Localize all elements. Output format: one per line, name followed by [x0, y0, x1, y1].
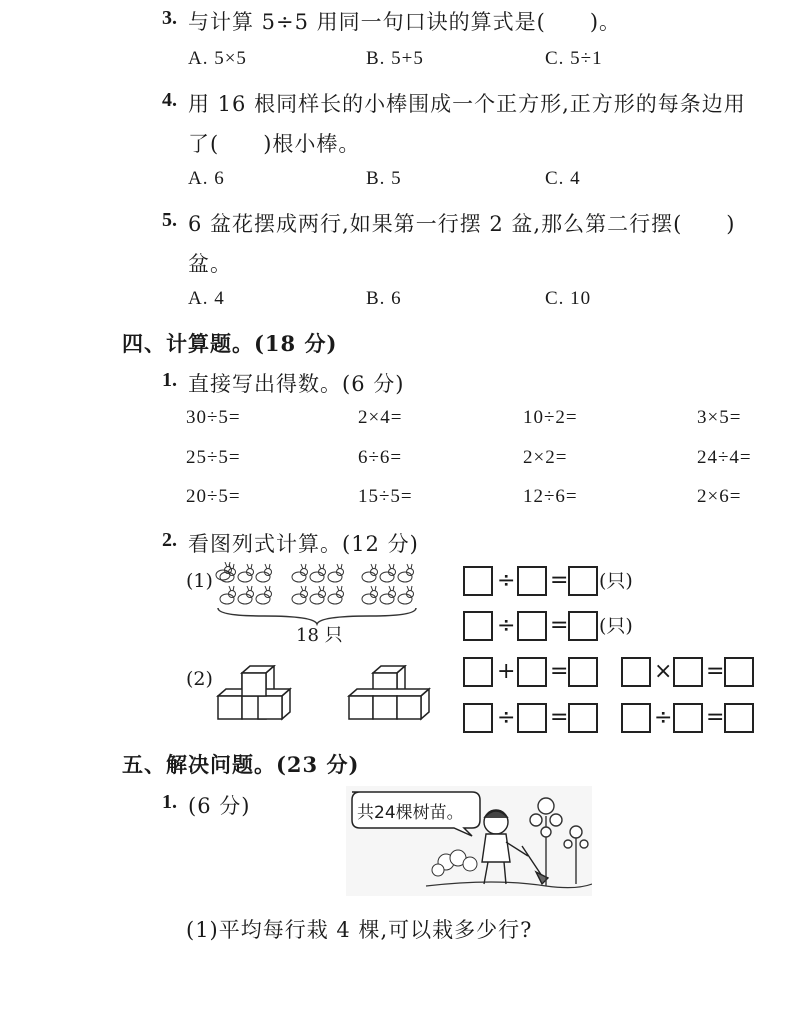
speech-bubble-text: 共24棵树苗。	[357, 803, 464, 823]
answer-box[interactable]	[517, 657, 547, 687]
q5-line1: 6 盆花摆成两行,如果第一行摆 2 盆,那么第二行摆( )	[188, 212, 736, 236]
part2-label: (2)	[186, 668, 213, 690]
unit-label: (只)	[599, 615, 633, 637]
calc-cell: 10÷2=	[523, 407, 578, 428]
section4-sub1-text: 直接写出得数。(6 分)	[188, 372, 405, 396]
cube-stack-right	[347, 665, 431, 725]
calc-cell: 3×5=	[697, 407, 742, 428]
q3-option-b[interactable]: B. 5+5	[366, 48, 424, 69]
times-sign: ×	[654, 659, 673, 684]
section4-sub2-text: 看图列式计算。(12 分)	[188, 532, 419, 556]
answer-box[interactable]	[673, 703, 703, 733]
equals-sign: =	[550, 705, 569, 730]
answer-box[interactable]	[517, 703, 547, 733]
calc-cell: 6÷6=	[358, 447, 403, 468]
q4-line2: 了( )根小棒。	[188, 132, 361, 156]
answer-box[interactable]	[568, 611, 598, 641]
answer-box[interactable]	[517, 611, 547, 641]
calc-cell: 2×2=	[523, 447, 568, 468]
calc-cell: 2×6=	[697, 486, 742, 507]
section5-title: 五、解决问题。(23 分)	[122, 752, 360, 777]
q3-text: 与计算 5÷5 用同一句口诀的算式是( )。	[188, 10, 622, 34]
q3-option-a[interactable]: A. 5×5	[188, 48, 247, 69]
section4-sub1-number: 1.	[162, 369, 177, 391]
section5-q1-text: (1)平均每行栽 4 棵,可以栽多少行?	[186, 918, 533, 942]
q4-line1: 用 16 根同样长的小棒围成一个正方形,正方形的每条边用	[188, 92, 746, 116]
answer-box[interactable]	[568, 657, 598, 687]
calc-cell: 12÷6=	[523, 486, 578, 507]
divide-sign: ÷	[497, 613, 516, 638]
q5-option-b[interactable]: B. 6	[366, 288, 402, 309]
answer-box[interactable]	[463, 566, 493, 596]
q5-number: 5.	[162, 209, 177, 231]
divide-sign: ÷	[497, 705, 516, 730]
unit-label: (只)	[599, 570, 633, 592]
q5-option-c[interactable]: C. 10	[545, 288, 592, 309]
answer-box[interactable]	[724, 657, 754, 687]
section5-sub1-text: (6 分)	[188, 794, 251, 818]
equals-sign: =	[706, 659, 725, 684]
divide-sign: ÷	[497, 568, 516, 593]
answer-box[interactable]	[724, 703, 754, 733]
equals-sign: =	[550, 659, 569, 684]
section4-title: 四、计算题。(18 分)	[122, 331, 338, 356]
calc-cell: 2×4=	[358, 407, 403, 428]
answer-box[interactable]	[463, 611, 493, 641]
plus-sign: +	[497, 659, 516, 684]
q4-option-b[interactable]: B. 5	[366, 168, 402, 189]
answer-box[interactable]	[568, 566, 598, 596]
calc-cell: 24÷4=	[697, 447, 752, 468]
equals-sign: =	[550, 613, 569, 638]
divide-sign: ÷	[654, 705, 673, 730]
answer-box[interactable]	[621, 703, 651, 733]
answer-box[interactable]	[673, 657, 703, 687]
calc-cell: 20÷5=	[186, 486, 241, 507]
section4-sub2-number: 2.	[162, 529, 177, 551]
equals-sign: =	[550, 568, 569, 593]
answer-box[interactable]	[517, 566, 547, 596]
answer-box[interactable]	[463, 703, 493, 733]
q4-option-a[interactable]: A. 6	[188, 168, 225, 189]
q5-option-a[interactable]: A. 4	[188, 288, 225, 309]
calc-cell: 30÷5=	[186, 407, 241, 428]
calc-cell: 15÷5=	[358, 486, 413, 507]
cube-stack-left	[216, 665, 296, 725]
answer-box[interactable]	[621, 657, 651, 687]
part1-label: (1)	[186, 570, 213, 592]
equals-sign: =	[706, 705, 725, 730]
q5-line2: 盆。	[188, 252, 232, 276]
answer-box[interactable]	[463, 657, 493, 687]
calc-cell: 25÷5=	[186, 447, 241, 468]
rabbit-total: 18 只	[296, 625, 343, 646]
section5-sub1-number: 1.	[162, 791, 177, 813]
q3-option-c[interactable]: C. 5÷1	[545, 48, 603, 69]
q4-number: 4.	[162, 89, 177, 111]
q3-number: 3.	[162, 7, 177, 29]
answer-box[interactable]	[568, 703, 598, 733]
q4-option-c[interactable]: C. 4	[545, 168, 581, 189]
